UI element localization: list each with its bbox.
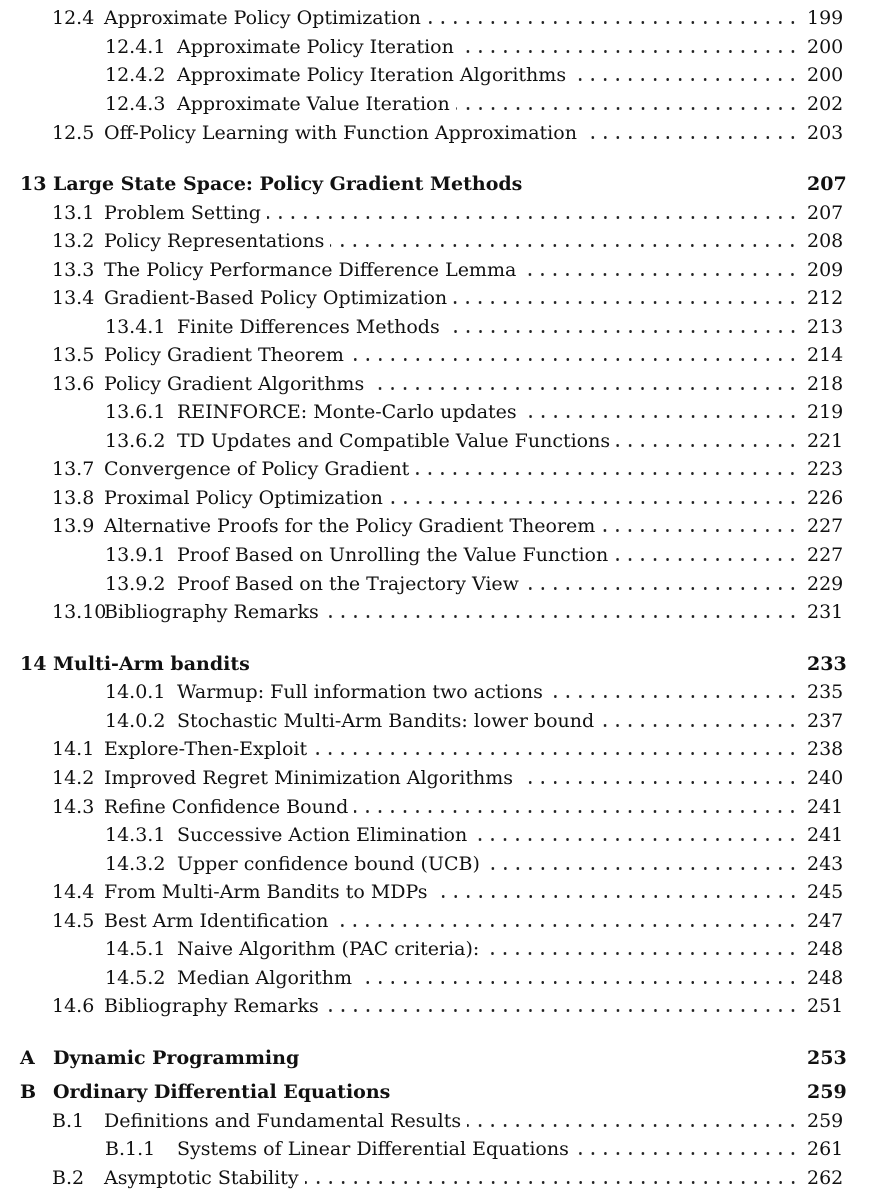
dot-leader — [453, 285, 799, 312]
chapter-title: Large State Space: Policy Gradient Methods — [53, 173, 523, 195]
dot-leader — [456, 91, 799, 118]
section-number: 14.5.1 — [105, 938, 166, 960]
toc-entry[interactable] — [0, 822, 871, 849]
section-number: 13.9.1 — [105, 544, 166, 566]
section-title: Systems of Linear Differential Equations — [177, 1138, 569, 1160]
section-number: 13.1 — [52, 202, 95, 224]
section-number: 14.6 — [52, 995, 95, 1017]
page-number: 207 — [807, 173, 847, 195]
dot-leader — [467, 1108, 799, 1135]
toc-entry[interactable] — [0, 679, 871, 706]
section-title: Finite Differences Methods — [177, 316, 440, 338]
toc-chapter-entry[interactable] — [0, 171, 871, 198]
section-title: Approximate Policy Iteration — [177, 36, 454, 58]
section-title: Proof Based on Unrolling the Value Function — [177, 544, 609, 566]
section-number: 13.3 — [52, 259, 95, 281]
page-number: 241 — [807, 824, 844, 846]
dot-leader — [446, 314, 799, 341]
section-title: Best Arm Identification — [104, 910, 329, 932]
section-number: 13.7 — [52, 458, 95, 480]
section-number: 12.4.1 — [105, 36, 166, 58]
section-title: Refine Confidence Bound — [104, 796, 349, 818]
toc-entry[interactable] — [0, 342, 871, 369]
toc-entry[interactable] — [0, 228, 871, 255]
toc-entry[interactable] — [0, 285, 871, 312]
section-number: B.1.1 — [105, 1138, 156, 1160]
page-number: 253 — [807, 1047, 847, 1069]
dot-leader — [325, 599, 799, 626]
dot-leader — [549, 679, 799, 706]
section-title: Approximate Policy Iteration Algorithms — [177, 64, 567, 86]
toc-entry[interactable] — [0, 993, 871, 1020]
section-title: Convergence of Policy Gradient — [104, 458, 410, 480]
dot-leader — [325, 993, 799, 1020]
toc-entry[interactable] — [0, 314, 871, 341]
section-title: Median Algorithm — [177, 967, 352, 989]
toc-entry[interactable] — [0, 736, 871, 763]
toc-entry[interactable] — [0, 91, 871, 118]
dot-leader — [334, 908, 799, 935]
page-number: 245 — [807, 881, 844, 903]
section-title: The Policy Performance Difference Lemma — [104, 259, 517, 281]
page-number: 229 — [807, 573, 844, 595]
toc-entry[interactable] — [0, 542, 871, 569]
page-number: 214 — [807, 344, 844, 366]
page-number: 219 — [807, 401, 844, 423]
section-title: Explore-Then-Exploit — [104, 738, 308, 760]
toc-chapter-entry[interactable] — [0, 1045, 871, 1072]
chapter-number: 13 — [20, 173, 47, 195]
toc-entry[interactable] — [0, 1136, 871, 1163]
toc-chapter-entry[interactable] — [0, 651, 871, 678]
section-title: REINFORCE: Monte-Carlo updates — [177, 401, 517, 423]
dot-leader — [575, 1136, 799, 1163]
section-number: 13.6.1 — [105, 401, 166, 423]
section-number: 14.5.2 — [105, 967, 166, 989]
section-title: Proximal Policy Optimization — [104, 487, 383, 509]
section-number: 12.4.3 — [105, 93, 166, 115]
page-number: 221 — [807, 430, 844, 452]
section-title: Policy Gradient Algorithms — [104, 373, 365, 395]
toc-entry[interactable] — [0, 936, 871, 963]
page-number: 203 — [807, 122, 844, 144]
toc-entry[interactable] — [0, 399, 871, 426]
section-title: Approximate Policy Optimization — [104, 7, 421, 29]
dot-leader — [350, 342, 799, 369]
page-number: 200 — [807, 64, 844, 86]
dot-leader — [601, 513, 799, 540]
page-number: 233 — [807, 653, 847, 675]
dot-leader — [389, 485, 799, 512]
section-number: 12.4.2 — [105, 64, 166, 86]
section-number: 13.6 — [52, 373, 95, 395]
section-title: Improved Regret Minimization Algorithms — [104, 767, 514, 789]
section-title: Policy Gradient Theorem — [104, 344, 344, 366]
section-title: Problem Setting — [104, 202, 261, 224]
page-number: 251 — [807, 995, 844, 1017]
section-number: 14.2 — [52, 767, 95, 789]
chapter-number: A — [20, 1047, 35, 1069]
page-number: 200 — [807, 36, 844, 58]
toc-entry[interactable] — [0, 62, 871, 89]
section-number: 14.1 — [52, 738, 95, 760]
chapter-number: B — [20, 1081, 37, 1103]
section-title: Alternative Proofs for the Policy Gradient Theorem — [104, 515, 596, 537]
page-number: 227 — [807, 515, 844, 537]
section-title: Policy Representations — [104, 230, 325, 252]
section-number: 14.5 — [52, 910, 95, 932]
toc-entry[interactable] — [0, 765, 871, 792]
chapter-title: Dynamic Programming — [53, 1047, 300, 1069]
section-title: Gradient-Based Policy Optimization — [104, 287, 448, 309]
dot-leader — [370, 371, 799, 398]
dot-leader — [572, 62, 799, 89]
section-title: Successive Action Elimination — [177, 824, 468, 846]
section-number: 13.4 — [52, 287, 95, 309]
page-number: 241 — [807, 796, 844, 818]
toc-entry[interactable] — [0, 120, 871, 147]
dot-leader — [600, 708, 799, 735]
dot-leader — [614, 542, 799, 569]
section-title: Bibliography Remarks — [104, 601, 319, 623]
dot-leader — [305, 1165, 799, 1192]
dot-leader — [354, 794, 799, 821]
section-number: 13.9 — [52, 515, 95, 537]
dot-leader — [583, 120, 799, 147]
dot-leader — [415, 456, 799, 483]
section-number: 13.4.1 — [105, 316, 166, 338]
toc-entry[interactable] — [0, 571, 871, 598]
toc-entry[interactable] — [0, 1165, 871, 1192]
dot-leader — [313, 736, 799, 763]
section-number: 14.0.1 — [105, 681, 166, 703]
dot-leader — [358, 965, 799, 992]
page-number: 207 — [807, 202, 844, 224]
toc-entry[interactable] — [0, 908, 871, 935]
page-number: 259 — [807, 1081, 847, 1103]
dot-leader — [523, 399, 799, 426]
dot-leader — [473, 822, 799, 849]
dot-leader — [330, 228, 799, 255]
section-number: 13.6.2 — [105, 430, 166, 452]
toc-entry[interactable] — [0, 794, 871, 821]
toc-entry[interactable] — [0, 257, 871, 284]
page-number: 212 — [807, 287, 844, 309]
dot-leader — [460, 34, 799, 61]
page-number: 223 — [807, 458, 844, 480]
page-number: 226 — [807, 487, 844, 509]
dot-leader — [525, 571, 799, 598]
toc-entry[interactable] — [0, 485, 871, 512]
page-number: 231 — [807, 601, 844, 623]
section-title: Stochastic Multi-Arm Bandits: lower bound — [177, 710, 595, 732]
page-number: 218 — [807, 373, 844, 395]
page-number: 240 — [807, 767, 844, 789]
toc-entry[interactable] — [0, 371, 871, 398]
section-title: Definitions and Fundamental Results — [104, 1110, 462, 1132]
section-number: 14.3 — [52, 796, 95, 818]
section-number: B.1 — [52, 1110, 85, 1132]
section-number: 14.0.2 — [105, 710, 166, 732]
page-number: 202 — [807, 93, 844, 115]
section-title: From Multi-Arm Bandits to MDPs — [104, 881, 428, 903]
section-number: 13.9.2 — [105, 573, 166, 595]
dot-leader — [267, 200, 799, 227]
section-title: TD Updates and Compatible Value Functions — [177, 430, 611, 452]
page-number: 237 — [807, 710, 844, 732]
toc-entry[interactable] — [0, 5, 871, 32]
page-number: 235 — [807, 681, 844, 703]
section-title: Off-Policy Learning with Function Approximation — [104, 122, 577, 144]
section-number: 12.5 — [52, 122, 95, 144]
section-title: Upper confidence bound (UCB) — [177, 853, 480, 875]
chapter-title: Multi-Arm bandits — [53, 653, 250, 675]
section-number: 14.3.1 — [105, 824, 166, 846]
page-number: 243 — [807, 853, 844, 875]
section-title: Approximate Value Iteration — [177, 93, 450, 115]
toc-entry[interactable] — [0, 851, 871, 878]
toc-entry[interactable] — [0, 599, 871, 626]
section-number: 12.4 — [52, 7, 95, 29]
page-number: 209 — [807, 259, 844, 281]
dot-leader — [486, 851, 799, 878]
section-title: Naive Algorithm (PAC criteria): — [177, 938, 480, 960]
page-number: 238 — [807, 738, 844, 760]
page-number: 262 — [807, 1167, 844, 1189]
toc-entry[interactable] — [0, 200, 871, 227]
page-number: 213 — [807, 316, 844, 338]
toc-chapter-entry[interactable] — [0, 1079, 871, 1106]
section-number: 13.10 — [52, 601, 107, 623]
page-number: 248 — [807, 938, 844, 960]
section-number: 13.8 — [52, 487, 95, 509]
page-number: 261 — [807, 1138, 844, 1160]
page-number: 208 — [807, 230, 844, 252]
dot-leader — [519, 765, 799, 792]
section-number: 13.2 — [52, 230, 95, 252]
page-number: 199 — [807, 7, 844, 29]
dot-leader — [434, 879, 799, 906]
section-number: 14.4 — [52, 881, 95, 903]
toc-entry[interactable] — [0, 34, 871, 61]
dot-leader — [522, 257, 799, 284]
section-number: 14.3.2 — [105, 853, 166, 875]
toc-entry[interactable] — [0, 708, 871, 735]
page-number: 247 — [807, 910, 844, 932]
section-number: 13.5 — [52, 344, 95, 366]
page-number: 259 — [807, 1110, 844, 1132]
toc-entry[interactable] — [0, 456, 871, 483]
toc-entry[interactable] — [0, 428, 871, 455]
section-title: Asymptotic Stability — [104, 1167, 299, 1189]
toc-entry[interactable] — [0, 1108, 871, 1135]
section-title: Warmup: Full information two actions — [177, 681, 543, 703]
dot-leader — [616, 428, 799, 455]
chapter-title: Ordinary Differential Equations — [53, 1081, 391, 1103]
dot-leader — [485, 936, 799, 963]
page-number: 227 — [807, 544, 844, 566]
section-title: Proof Based on the Trajectory View — [177, 573, 519, 595]
section-number: B.2 — [52, 1167, 85, 1189]
toc-entry[interactable] — [0, 965, 871, 992]
toc-entry[interactable] — [0, 513, 871, 540]
page-number: 248 — [807, 967, 844, 989]
chapter-number: 14 — [20, 653, 47, 675]
toc-entry[interactable] — [0, 879, 871, 906]
dot-leader — [427, 5, 799, 32]
section-title: Bibliography Remarks — [104, 995, 319, 1017]
